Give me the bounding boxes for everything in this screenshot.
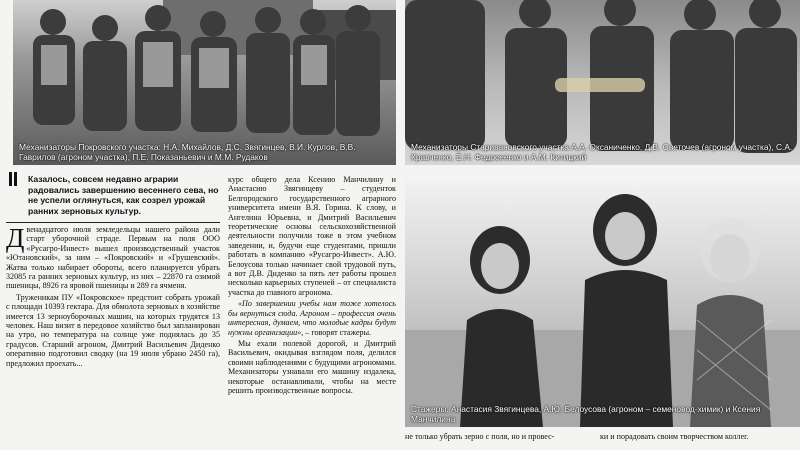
article-paragraph: не только убрать зерно с поля, но и провес- (405, 432, 555, 441)
article-paragraph: курс общего дела Ксению Манчилину и Анастасию Звягинцеву – студенток Белгородского государственного аграрного университета имени В.Я. Горина. К слову, и Ангелина Юрьевна, и Дмитрий Васильевич теоретические основы сельскохозяйственной деятельности получили тоже в этом учебном заведении, и, будучи еще студентами, пришли работать в компанию «Русагро-Инвест». А.Ю. Белоусова только начинает свой трудовой путь, а вот Д.В. Диденко за пять лет работы прошел несколько карьерных ступеней – от специалиста участка до главного агронома. (228, 175, 396, 297)
article-column-1 (6, 225, 220, 450)
paragraph-text: – говорят стажеры. (303, 327, 372, 337)
quote-mark-icon (6, 170, 20, 210)
photo-pokrovsky-mechanics (13, 0, 396, 165)
paragraph-text: венадцатого июля земледельцы нашего района дали старт уборочной страде. Первым на поля ООО «Русагро-Инвест» вышел производственный участок «Ютановский», за ним – «Покровский» и «Грушевский». Жатва только набирает обороты, всего планируется убрать 32085 га ранних зерновых культур, из них – 22870 га озимой пшеницы, 8926 га яровой пшеницы и 289 га ячменя. (6, 225, 220, 291)
photo-trainees (405, 180, 800, 427)
drop-cap: Д (6, 225, 25, 253)
article-paragraph (6, 225, 220, 291)
article-paragraph: ки и порадовать своим творчеством коллег. (600, 432, 749, 441)
photo-trainees-image (405, 180, 800, 427)
photo-caption: Механизаторы Старивановского участка А.А. Оксаниченко, Д.В. Светочев (агроном участка), С.А. Кравченко, Е.Н. Федосеенко и А.М. Китицкий (411, 142, 793, 162)
lead-underline (6, 222, 220, 223)
article-column-2 (228, 175, 396, 450)
article-paragraph: Мы ехали полевой дорогой, и Дмитрий Васильевич, окидывая взглядом поля, делился своими наблюдениями с будущими агрономами. Механизаторы узнавали его машину издалека, некоторые останавливали, чтобы на месте решить производственные вопросы. (228, 338, 396, 395)
article-column-3 (405, 432, 595, 450)
article-paragraph (228, 299, 396, 337)
photo-caption: Стажеры: Анастасия Звягинцева, А.Ю. Белоусова (агроном – семеновод-химик) и Ксения Манчилина (411, 404, 761, 424)
article-lead: Казалось, совсем недавно аграрии радовались завершению весеннего сева, но не успели оглянуться, как созрел урожай ранних зерновых культур. (28, 174, 219, 216)
photo-caption: Механизаторы Покровского участка: Н.А. Михайлов, Д.С. Звягинцев, В.И. Курлов, В.В. Гаврилов (агроном участка), П.Е. Показаньевич и М.М. Рудаков (19, 142, 356, 162)
photo-starivanovsky-mechanics (405, 0, 800, 165)
article-paragraph: Труженикам ПУ «Покровское» предстоит собрать урожай с площади 10393 гектара. Для обмолота зерновых в хозяйстве имеется 13 зерноуборочных машин, на которых трудятся 13 человек. Наш визит в передовое хозяйство был запланирован на утро, но температура на солнце уже поднялась до 35 градусов. Старший агроном, Дмитрий Васильевич Диденко оперативно подготовил сводку (на 19 июля убрано 2450 га), предложил проехать... (6, 292, 220, 368)
quote-text: «По завершении учебы нам тоже хотелось бы вернуться сюда. Агроном – профессия очень интересная, думаем, что молодые кадры будут нужны организации», (228, 299, 396, 337)
article-column-4 (600, 432, 796, 450)
